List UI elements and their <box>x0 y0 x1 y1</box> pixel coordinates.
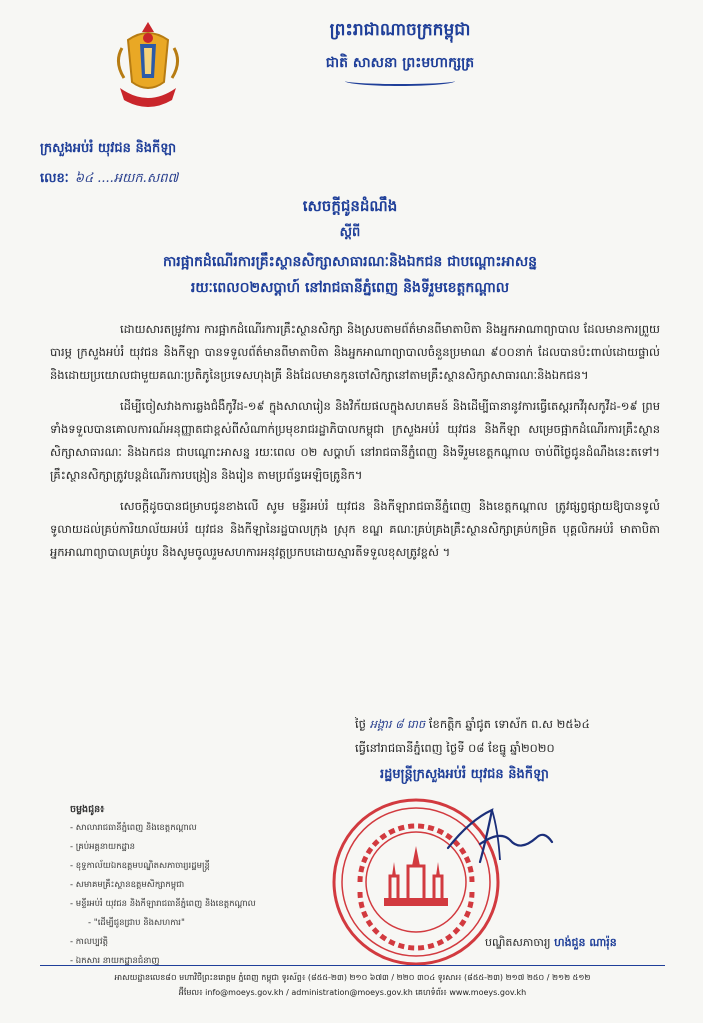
document-body <box>50 318 660 572</box>
copy-recipients <box>70 800 320 971</box>
signature-icon <box>440 800 560 870</box>
reference-value: ៦៤ ....អយក.សព៧ <box>74 171 179 186</box>
list-item: - "ដើម្បីជូនជ្រាប និងសហការ" <box>88 914 320 933</box>
document-title-block <box>90 195 610 299</box>
body-paragraph-2: ដើម្បីចៀសវាងការឆ្លងជំងឺកូវីដ-១៩ ក្នុងសាលារៀន និងវិក័យផលក្នុងសហគមន៍ និងដើម្បីធានានូវការធ្វើតេស្តរកវីរុសកូវីដ-១៩ ព្រមទាំងទទួលបានគោលការណ៍អនុញ្ញាតជាខ្ពស់ពីសំណាក់ប្រមុខរាជរដ្ឋាភិបាលកម្ពុជា ក្រសួងអប់រំ យុវជន និងកីឡា សម្រេចផ្អាកដំណើរការគ្រឹះស្ថានសិក្សាសាធារណៈ និងឯកជន ជាបណ្តោះអាសន្ន រយៈពេល ០២ សប្តាហ៍ នៅរាជធានីភ្នំពេញ និងទីរួមខេត្តកណ្តាល ចាប់ពីថ្ងៃជូនដំណឹងនេះតទៅ។ គ្រឹះស្ថានសិក្សាត្រូវបន្តដំណើរការបង្រៀន និងរៀន តាមប្រព័ន្ធអេឡិចត្រូនិក។ <box>50 399 660 482</box>
subject-line-2: រយៈពេល០២សប្តាហ៍ នៅរាជធានីភ្នំពេញ និងទីរួមខេត្តកណ្តាល <box>190 280 510 296</box>
footer-contact: អ៊ីមែល៖ info@moeys.gov.kh / administration@moeys.gov.kh គេហទំព័រ៖ www.moeys.gov.kh <box>178 988 527 997</box>
footer-address: អាសយដ្ឋានលេខ៨០ មហាវិថីព្រះនរោត្តម ភ្នំពេញ កម្ពុជា ទូរស័ព្ទ៖ (៨៥៥-២៣) ២១០ ៦៧៣ / ២២០ ៣០៤ ទូរសារ៖ (៨៥៥-២៣) ២១៧ ២៥០ / ២១២ ៥១២ <box>114 973 591 982</box>
lunar-date-rest: ខែកត្តិក ឆ្នាំជូត ទោស័ក ព.ស ២៥៦៤ <box>428 717 590 731</box>
kingdom-name: ព្រះរាជាណាចក្រកម្ពុជា <box>329 20 471 40</box>
recipients-heading: ចម្លងជូន៖ <box>70 804 105 815</box>
date-block <box>355 712 665 760</box>
ministry-emblem-icon <box>108 18 188 118</box>
solar-date: ធ្វើនៅរាជធានីភ្នំពេញ ថ្ងៃទី ០៨ ខែធ្នូ ឆ្នាំ២០២០ <box>355 741 555 755</box>
signer-name: ហង់ជួន ណារ៉ុន <box>554 936 617 949</box>
minister-title: រដ្ឋមន្ត្រីក្រសួងអប់រំ យុវជន និងកីឡា <box>380 767 549 782</box>
ministry-name: ក្រសួងអប់រំ យុវជន និងកីឡា <box>40 141 177 156</box>
lunar-date <box>355 712 665 736</box>
lunar-date-handwritten: អង្គារ ៨ រោច <box>369 717 426 731</box>
notice-title: សេចក្តីជូនដំណឹង <box>302 197 398 215</box>
list-item: - មន្ទីរអប់រំ យុវជន និងកីឡារាជធានីភ្នំពេញ និងខេត្តកណ្តាល <box>70 895 320 914</box>
signer-title: បណ្ឌិតសភាចារ្យ <box>485 936 551 949</box>
header-ornament <box>345 76 455 86</box>
recipients-list <box>70 819 320 971</box>
list-item: - ខុទ្ទកាល័យឯកឧត្តមបណ្ឌិតសភាចារ្យរដ្ឋមន្ត្រី <box>70 857 320 876</box>
national-motto: ជាតិ សាសនា ព្រះមហាក្សត្រ <box>325 55 475 71</box>
reference-number <box>40 170 178 189</box>
page-footer <box>40 965 665 1000</box>
list-item: - ឯកសារ នាយកដ្ឋានជំនាញ <box>70 952 320 971</box>
kingdom-header <box>250 18 550 86</box>
list-item: - សមាគមគ្រឹះស្ថានឧត្តមសិក្សាកម្ពុជា <box>70 876 320 895</box>
about-label: ស្តីពី <box>339 225 361 240</box>
reference-label: លេខៈ <box>40 171 69 186</box>
list-item: - កាលប្បវត្តិ <box>70 933 320 952</box>
list-item: - គ្រប់អគ្គនាយកដ្ឋាន <box>70 838 320 857</box>
subject-line-1: ការផ្អាកដំណើរការគ្រឹះស្ថានសិក្សាសាធារណៈនិងឯកជន ជាបណ្តោះអាសន្ន <box>162 254 538 270</box>
body-paragraph-1: ដោយសារតម្រូវការ ការផ្អាកដំណើរការគ្រឹះស្ថានសិក្សា និងស្របតាមព័ត៌មានពីមាតាបិតា និងអ្នកអាណាព្យាបាល ដែលមានការព្រួយបារម្ភ ក្រសួងអប់រំ យុវជន និងកីឡា បានទទួលព័ត៌មានពីមាតាបិតា និងអ្នកអាណាព្យាបាលចំនួនប្រមាណ ៩០០នាក់ ដែលបានប៉ះពាល់ដោយផ្ទាល់ និងដោយប្រយោលជាមួយគណៈប្រតិភូនៃប្រទេសហុងគ្រី និងដែលមានកូនចៅសិក្សានៅតាមគ្រឹះស្ថានសិក្សាសាធារណៈនិងឯកជន។ <box>50 322 660 382</box>
lunar-date-prefix: ថ្ងៃ <box>355 717 366 731</box>
list-item: - សាលារាជធានីភ្នំពេញ និងខេត្តកណ្តាល <box>70 819 320 838</box>
body-paragraph-3: សេចក្តីដូចបានជម្រាបជូនខាងលើ សូម មន្ទីរអប់រំ យុវជន និងកីឡារាជធានីភ្នំពេញ និងខេត្តកណ្តាល ត្រូវផ្សព្វផ្សាយឱ្យបានទូលំទូលាយដល់គ្រប់ការិយាល័យអប់រំ យុវជន និងកីឡានៃរដ្ឋបាលក្រុង ស្រុក ខណ្ឌ គណៈគ្រប់គ្រងគ្រឹះស្ថានសិក្សាគ្រប់កម្រិត បុគ្គលិកអប់រំ មាតាបិតា អ្នកអាណាព្យាបាលគ្រប់រូប និងសូមចូលរួមសហការអនុវត្តប្រកបដោយស្មារតីទទួលខុសត្រូវខ្ពស់ ។ <box>50 499 660 559</box>
signer-block <box>485 936 617 952</box>
